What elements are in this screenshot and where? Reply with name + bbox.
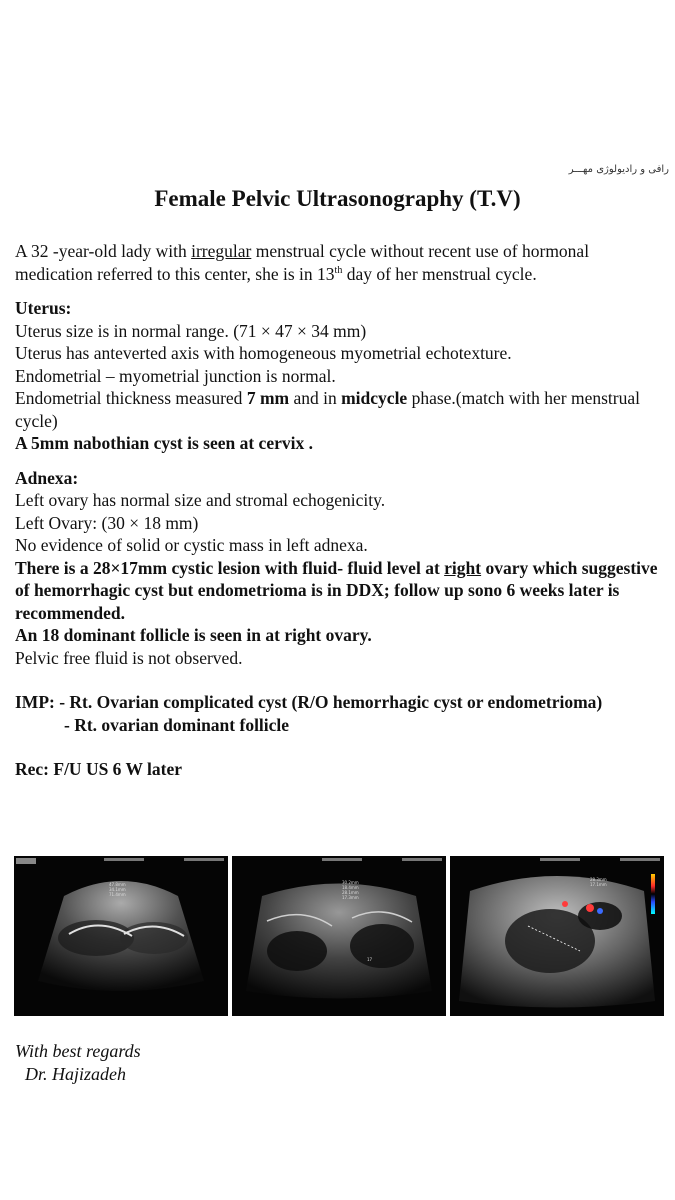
clinic-header-text: رافی و رادیولوژی مهـــر bbox=[568, 164, 669, 175]
cyst-text-1: There is a 28×17mm cystic lesion with fluid- fluid level at bbox=[15, 557, 445, 578]
no-mass: No evidence of solid or cystic mass in left adnexa. bbox=[15, 535, 368, 555]
p2-measure-3: 28.1mm bbox=[342, 890, 359, 895]
nabothian-cyst: A 5mm nabothian cyst is seen at cervix . bbox=[15, 433, 313, 453]
report-title: Female Pelvic Ultrasonography (T.V) bbox=[154, 186, 521, 211]
p2-measure-1: 30.2mm bbox=[342, 880, 359, 885]
p3-measure-1: 28.3mm bbox=[590, 877, 607, 882]
recommendation: Rec: F/U US 6 W later bbox=[15, 759, 183, 779]
cystic-lesion bbox=[15, 557, 665, 625]
intro-underlined-word: irregular bbox=[191, 241, 252, 261]
left-ovary-size: Left Ovary: (30 × 18 mm) bbox=[15, 512, 199, 533]
uterus-heading: Uterus: bbox=[15, 298, 72, 318]
ultrasound-image-3 bbox=[450, 856, 666, 1016]
free-fluid: Pelvic free fluid is not observed. bbox=[15, 647, 243, 668]
adnexa-heading: Adnexa: bbox=[15, 467, 79, 488]
dominant-follicle: An 18 dominant follicle is seen in at right ovary. bbox=[15, 625, 372, 645]
closing-text: With best regards bbox=[15, 1041, 141, 1061]
ultrasound-image-1 bbox=[14, 856, 230, 1016]
impression-line-2: - Rt. ovarian dominant follicle bbox=[64, 714, 290, 735]
signoff bbox=[15, 1040, 141, 1086]
p1-measure-1: 47.8mm bbox=[109, 882, 126, 887]
cyst-underlined-word: right bbox=[444, 557, 482, 578]
impression-line-1: IMP: - Rt. Ovarian complicated cyst (R/O hemorrhagic cyst or endometrioma) bbox=[15, 692, 603, 712]
p3-measure-2: 17.1mm bbox=[590, 882, 607, 887]
intro-text-3: day of her menstrual cycle. bbox=[342, 263, 537, 284]
report-body bbox=[15, 240, 665, 781]
thickness-value: 7 mm bbox=[246, 388, 290, 408]
p1-measure-2: 34.1mm bbox=[109, 887, 126, 892]
uterus-axis: Uterus has anteverted axis with homogeneous myometrial echotexture. bbox=[15, 343, 512, 363]
p2-label: 17 bbox=[367, 957, 373, 962]
intro-text-1: A 32 -year-old lady with bbox=[15, 241, 192, 261]
intro-text-2: menstrual cycle without recent use of hormonal medication referred to this center, she is in 13 bbox=[15, 241, 590, 284]
ultrasound-image-2 bbox=[232, 856, 448, 1016]
intro-superscript: th bbox=[334, 264, 343, 276]
uterus-size: Uterus size is in normal range. (71 × 47 × 34 mm) bbox=[15, 320, 367, 341]
p2-measure-2: 18.4mm bbox=[342, 885, 359, 890]
thickness-suffix: phase.(match with her menstrual cycle) bbox=[15, 388, 640, 431]
intro-paragraph bbox=[15, 240, 665, 285]
uterus-thickness bbox=[15, 387, 665, 432]
uterus-junction: Endometrial – myometrial junction is normal. bbox=[15, 365, 336, 386]
ultrasound-images bbox=[14, 856, 664, 1016]
thickness-mid: and in bbox=[289, 388, 342, 408]
cyst-text-2: ovary which suggestive of hemorrhagic cyst but endometrioma is in DDX; follow up sono 6 weeks later is recommended. bbox=[15, 557, 658, 623]
doctor-name: Dr. Hajizadeh bbox=[25, 1064, 127, 1084]
p2-measure-4: 17.3mm bbox=[342, 895, 359, 900]
thickness-phase: midcycle bbox=[341, 388, 408, 408]
thickness-prefix: Endometrial thickness measured bbox=[15, 388, 247, 408]
p1-measure-3: 71.4mm bbox=[109, 892, 126, 897]
left-ovary: Left ovary has normal size and stromal echogenicity. bbox=[15, 490, 386, 510]
